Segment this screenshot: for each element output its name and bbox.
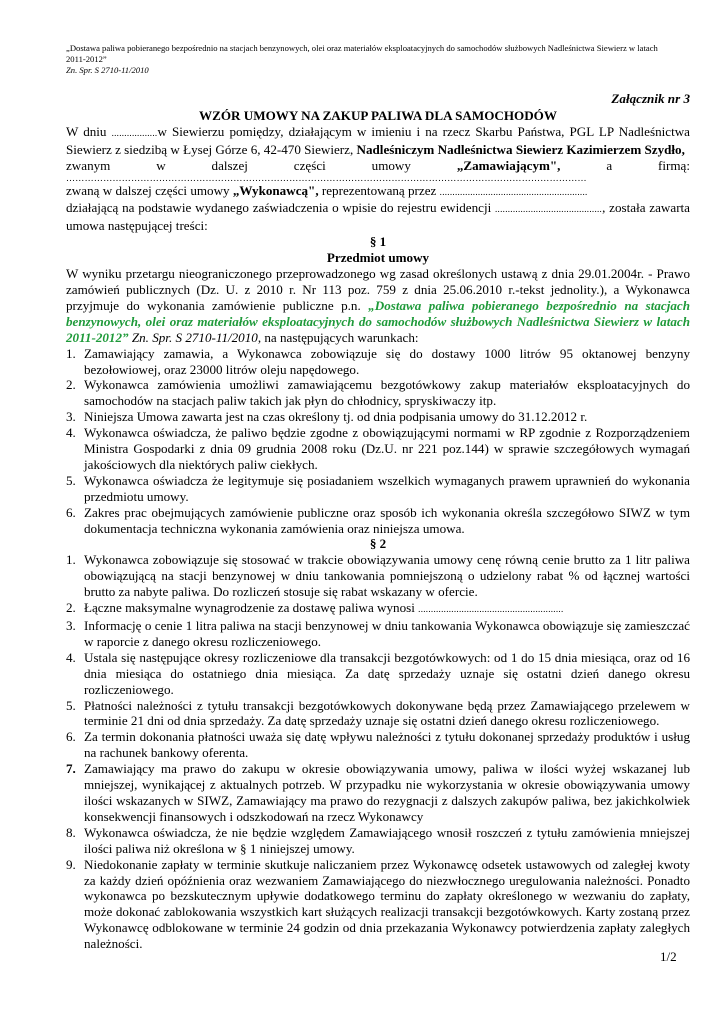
item-text: Zakres prac obejmujących zamówienie publiczne oraz sposób ich wykonania określa szczegółowo SIWZ w tym dokumentacja techniczna wykonania zamówienia oraz niniejsza umowa. xyxy=(84,504,690,536)
list-item xyxy=(66,473,690,505)
item-number: 1. xyxy=(66,552,76,568)
tender-name-highlight: „Dostawa paliwa pobieranego bezpośrednio na stacjach benzynowych, olei oraz materiałów eksploatacyjnych do samochodów służbowych Nadleśnictwa Siewierz w latach 2011-2012” xyxy=(66,297,690,345)
intro-text: zwanym w dalszej części umowy xyxy=(66,157,457,173)
lead-text: , na następujących warunkach: xyxy=(257,329,419,345)
item-number: 3. xyxy=(66,618,76,633)
item-number: 6. xyxy=(66,504,76,520)
item-number: 9. xyxy=(66,856,76,872)
list-item xyxy=(66,698,690,730)
section-1-heading: § 1 xyxy=(369,234,387,250)
section-1-list xyxy=(66,346,690,537)
section-1-lead xyxy=(66,266,690,346)
item-number: 2. xyxy=(66,600,76,616)
header-case-number: Zn. Spr. S 2710-11/2010 xyxy=(66,65,149,75)
item-text: Informację o cenie 1 litra paliwa na stacji benzynowej w dniu tankowania Wykonawca obowiązuje się zamieszczać w raporcie z danego okresu rozliczeniowego. xyxy=(84,618,690,649)
item-number: 4. xyxy=(66,649,76,665)
amount-placeholder: ......................................................... xyxy=(418,604,564,615)
page-number: 1/2 xyxy=(660,949,677,964)
intro-text: reprezentowaną przez xyxy=(318,182,440,198)
buyer-alias: „Zamawiającym", xyxy=(456,157,561,173)
attachment-label: Załącznik nr 3 xyxy=(611,91,690,106)
item-text: Wykonawca oświadcza, że nie będzie względem Zamawiającego wnosił roszczeń z tytułu zamówienia mniejszej ilości paliwa niż określona w § 1 niniejszej umowy. xyxy=(84,824,690,856)
representative-placeholder: .......................................................... xyxy=(439,186,588,197)
section-2-heading: § 2 xyxy=(369,536,387,552)
item-text: Wykonawca zobowiązuje się stosować w trakcie obowiązywania umowy cenę równą cenie brutto za 1 litr paliwa obowiązującą na stacji benzynowej w dniu tankowania pomniejszoną o udzielony rabat % od łącznej wartości brutto za nabyte paliwa. Do rozliczeń stosuje się rabat wskazany w ofercie. xyxy=(84,552,690,600)
list-item xyxy=(66,825,690,857)
intro-parties xyxy=(66,124,690,158)
section-2-list xyxy=(66,552,690,952)
section-1-subtitle: Przedmiot umowy xyxy=(326,250,430,266)
intro-text: a firmą: xyxy=(560,157,691,173)
item-text: Wykonawca oświadcza że legitymuje się posiadaniem wszelkich wymaganych prawem uprawnień do wykonania przedmiotu umowy. xyxy=(84,472,690,504)
list-item xyxy=(66,377,690,409)
item-number: 2. xyxy=(66,377,76,393)
item-text: Niedokonanie zapłaty w terminie skutkuje naliczaniem przez Wykonawcę odsetek ustawowych od zaległej kwoty za każdy dzień opóźnienia oraz wezwaniem Zamawiającego do niezwłocznego uregulowania należności. Ponadto wykonawca po bezskutecznym upływie dodatkowego terminu do zapłaty określonego w wezwaniu do zapłaty, może dokonać zablokowania wszystkich kart służących realizacji transakcji bezgotówkowych. Karty zostaną przez Wykonawcę odblokowane w terminie 24 godzin od dnia przekazania Wykonawcy potwierdzenia zapłaty zaległych należności. xyxy=(84,856,690,952)
item-number: 3. xyxy=(66,409,76,425)
contractor-placeholder-line: …………………………………………………………………………………………………………………………………………………… xyxy=(66,173,587,183)
header-tender-name: „Dostawa paliwa pobieranego bezpośrednio na stacjach benzynowych, olei oraz materiałów eksploatacyjnych do samochodów służbowych Nadleśnictwa Siewierz w latach 2011-2012” xyxy=(66,43,658,64)
item-text: Niniejsza Umowa zawarta jest na czas określony tj. od dnia podpisania umowy do 31.12.2012 r. xyxy=(84,409,588,425)
intro-text: działającą na podstawie wydanego zaświadczenia o wpisie do rejestru ewidencji xyxy=(66,200,495,216)
item-text: Wykonawca zamówienia umożliwi zamawiającemu bezgotówkowy zakup materiałów eksploatacyjnych do samochodów na stacjach paliw takich jak płyn do chłodnicy, spryskiwaczy itp. xyxy=(84,377,690,409)
document-header xyxy=(66,43,666,76)
list-item xyxy=(66,761,690,825)
contractor-alias: „Wykonawcą", xyxy=(232,182,319,198)
item-number: 6. xyxy=(66,729,76,745)
list-item xyxy=(66,618,690,650)
list-item xyxy=(66,346,690,378)
item-text: Płatności należności z tytułu transakcji bezgotówkowych dokonywane będą przez Zamawiającego przelewem w terminie 21 dni od dnia sprzedaży. Za datę sprzedaży uznaje się ostatni dzień danego okresu rozliczeniowego. xyxy=(84,697,690,729)
item-text: Zamawiający ma prawo do zakupu w okresie obowiązywania umowy, paliwa w ilości wyżej wskazanej lub mniejszej, wynikającej z aktualnych potrzeb. W przypadku nie wykorzystania w okresie obowiązywania umowy ilości wskazanych w SIWZ, Zamawiający ma prawo do rezygnacji z dalszych zakupów paliwa, bez jakichkolwiek konsekwencji finansowych i odszkodowań na rzecz Wykonawcy xyxy=(84,761,690,824)
item-text: Zamawiający zamawia, a Wykonawca zobowiązuje się do dostawy 1000 litrów 95 oktanowej benzyny bezołowiowej, oraz 23000 litrów oleju napędowego. xyxy=(84,345,690,377)
item-number: 5. xyxy=(66,697,76,713)
list-item xyxy=(66,600,690,618)
case-number: Zn. Spr. S 2710-11/2010 xyxy=(128,329,258,345)
list-item xyxy=(66,650,690,698)
list-item xyxy=(66,552,690,600)
intro-contractor-alias xyxy=(66,183,690,201)
item-text: Wykonawca oświadcza, że paliwo będzie zgodne z obowiązującymi normami w RP zgodnie z Rozporządzeniem Ministra Gospodarki z dnia 09 grudnia 2008 roku (Dz.U. nr 221 poz.144) w sprawie szczegółowych wymagań jakościowych dla niektórych paliw ciekłych. xyxy=(84,425,690,472)
intro-registry xyxy=(66,200,690,234)
lead-text: W wyniku przetargu nieograniczonego przeprowadzonego wg zasad określonych ustawą z dnia 29.01.2004r. - Prawo zamówień publicznych (Dz. U. z 2010 r. Nr 113 poz. 759 z dnia 25.06.2010 r.-tekst jednolity.), a Wykonawca przyjmuje do wykonania zamówienie publiczne p.n. xyxy=(66,266,690,313)
item-number: 8. xyxy=(66,824,76,840)
item-text: Za termin dokonania płatności uważa się datę wpływu należności z tytułu dokonanej sprzedaży produktów i usług na rachunek bankowy oferenta. xyxy=(84,729,690,761)
list-item xyxy=(66,409,690,425)
item-text: Ustala się następujące okresy rozliczeniowe dla transakcji bezgotówkowych: od 1 do 15 dnia miesiąca, oraz od 16 dnia miesiąca do ostatniego dnia miesiąca. Za datę sprzedaży uznaje się ostatni dzień danego okresu rozliczeniowego. xyxy=(84,649,690,697)
item-number: 1. xyxy=(66,345,76,361)
intro-text: W dniu xyxy=(66,123,112,139)
intro-text: , została zawarta umowa następującej treści: xyxy=(66,200,690,234)
date-placeholder: .................. xyxy=(111,127,158,138)
document-body xyxy=(66,91,690,952)
contract-title: WZÓR UMOWY NA ZAKUP PALIWA DLA SAMOCHODÓW xyxy=(199,107,557,123)
item-text: Łączne maksymalne wynagrodzenie za dostawę paliwa wynosi xyxy=(84,600,419,616)
registry-placeholder: .......................................... xyxy=(495,204,603,215)
intro-buyer-alias xyxy=(66,158,690,174)
list-item xyxy=(66,729,690,761)
item-number: 7. xyxy=(66,761,76,777)
list-item xyxy=(66,505,690,537)
list-item xyxy=(66,425,690,473)
intro-text: zwaną w dalszej części umowy xyxy=(66,182,233,198)
item-number: 4. xyxy=(66,425,76,441)
list-item xyxy=(66,857,690,952)
intro-text: w Siewierzu pomiędzy, działającym w imieniu i na rzecz Skarbu Państwa, PGL LP Nadleśnictwa Siewierz z siedzibą w Łysej Górze 6, 42-470 Siewierz, xyxy=(66,123,690,157)
buyer-name: Nadleśniczym Nadleśnictwa Siewierz Kazimierzem Szydło, xyxy=(356,141,685,157)
item-number: 5. xyxy=(66,472,76,488)
